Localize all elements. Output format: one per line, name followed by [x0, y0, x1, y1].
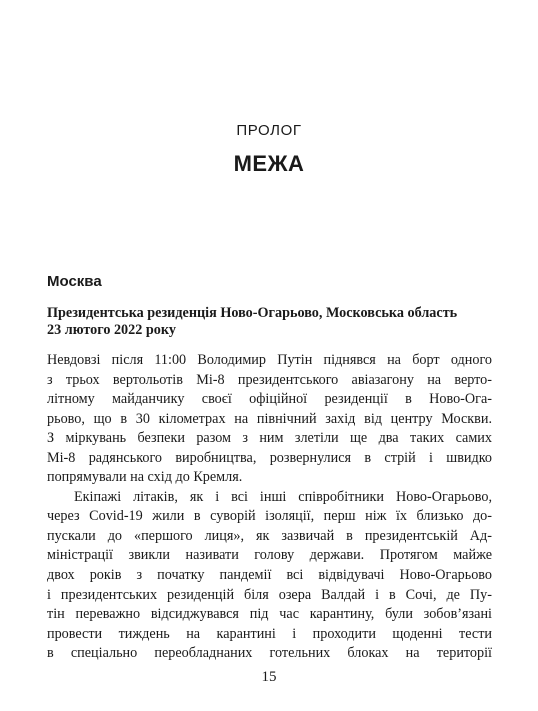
paragraph-1-line: З міркувань безпеки разом з ним злетіли ще два таких самих	[47, 430, 492, 447]
paragraph-1-line: Мі-8 радянського виробництва, розвернулися в стрій і швидко	[47, 449, 492, 466]
paragraph-2-line: двох років з початку пандемії всі відвідувачі Ново-Огарьово	[47, 567, 492, 584]
paragraph-2-line: в спеціально переобладнаних готельних блоках на території	[47, 645, 492, 662]
paragraph-2-line: тін переважно відсиджувався під час карантину, були зобов’язані	[47, 606, 492, 623]
section-subheading-place: Президентська резиденція Ново-Огарьово, Московська область	[47, 305, 458, 321]
paragraph-2-line: Екіпажі літаків, як і всі інші співробітники Ново-Огарьово,	[74, 488, 492, 505]
paragraph-2-line: через Covid-19 жили в суворій ізоляції, перш ніж їх близько до-	[47, 508, 492, 525]
paragraph-1-line: з трьох вертольотів Мі-8 президентського авіазагону на верто-	[47, 371, 492, 388]
paragraph-1-line: рьово, що в 30 кілометрах на північний захід від центру Москви.	[47, 410, 492, 427]
section-location: Москва	[47, 273, 102, 290]
page-number: 15	[261, 669, 277, 685]
paragraph-2-line: і президентських резиденцій біля озера Валдай і в Сочі, де Пу-	[47, 586, 492, 603]
paragraph-2-line: міністрації звикли називати голову держави. Протягом майже	[47, 547, 492, 564]
body-text	[47, 351, 492, 664]
paragraph-1-line: Невдовзі після 11:00 Володимир Путін піднявся на борт одного	[47, 352, 492, 368]
paragraph-2-line: пускали до «першого лиця», як зазвичай в президентській Ад-	[47, 527, 492, 544]
paragraph-2-line: провести тиждень на карантині і проходити щоденні тести	[47, 625, 492, 642]
paragraph-1-line: літному майданчику своєї офіційної резиденції в Ново-Ога-	[47, 391, 492, 408]
section-subheading-date: 23 лютого 2022 року	[47, 322, 176, 338]
paragraph-1-line: попрямували на схід до Кремля.	[47, 469, 243, 486]
chapter-title: МЕЖА	[233, 151, 305, 176]
chapter-label: ПРОЛОГ	[236, 122, 302, 139]
